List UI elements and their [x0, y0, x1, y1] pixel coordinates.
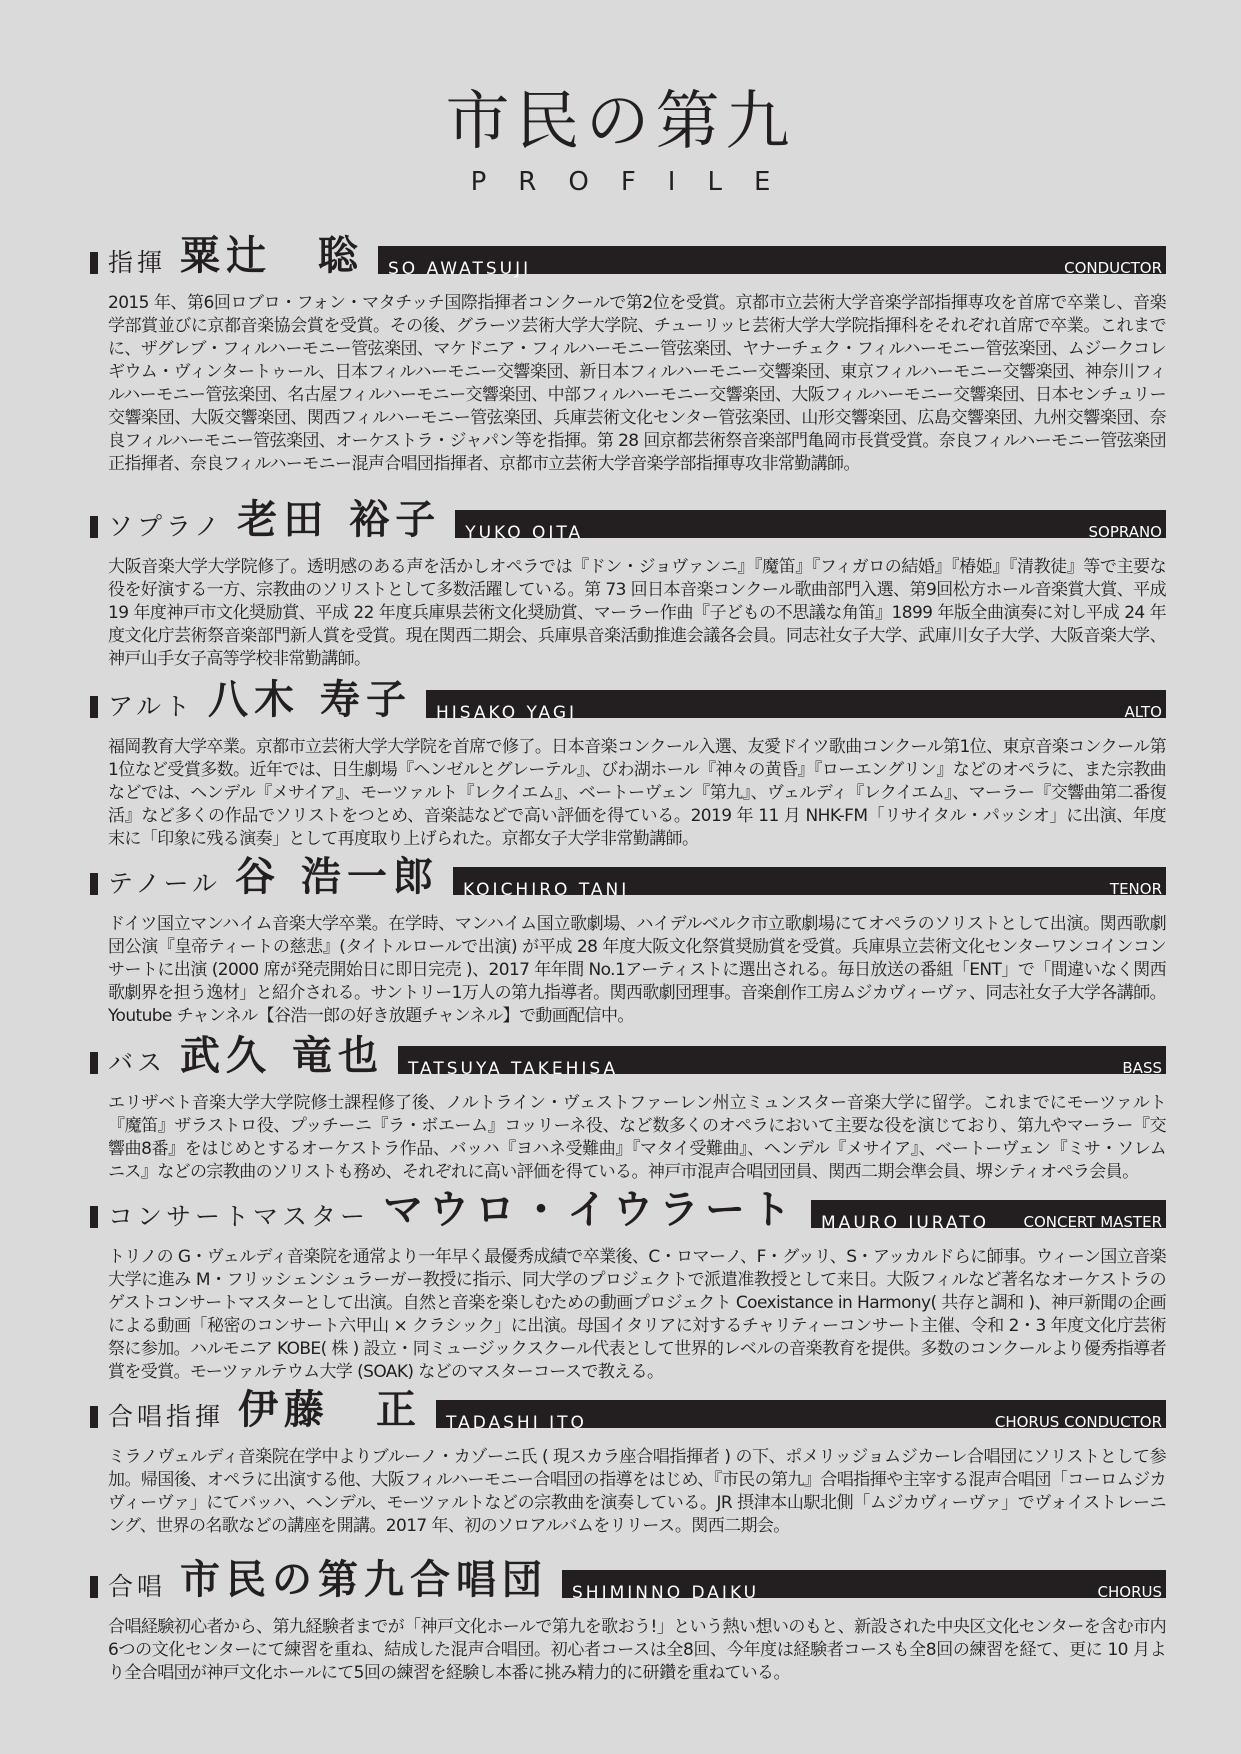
- role-label: 合唱: [108, 1572, 167, 1601]
- romanized-name: SO AWATSUJI: [388, 259, 532, 279]
- name-bar: [453, 867, 1166, 900]
- performer-name: 伊藤 正: [238, 1386, 423, 1433]
- part-label: CONCERT MASTER: [1023, 1213, 1162, 1231]
- role-label: バス: [108, 1048, 167, 1077]
- part-label: TENOR: [1109, 880, 1162, 898]
- section-marker: [90, 873, 98, 895]
- profile-alto: [90, 676, 1166, 851]
- part-label: BASS: [1122, 1059, 1162, 1077]
- performer-name: 谷 浩一郎: [235, 853, 439, 900]
- biography: ミラノヴェルディ音楽院在学中よりブルーノ・カゾーニ氏 ( 現スカラ座合唱指揮者 ) の下、ポメリッジョムジカーレ合唱団にソリストとして参加。帰国後、オペラに出演する他、大阪フィルハーモニー合唱団の指導をはじめ、『市民の第九』合唱指揮や主宰する混声合唱団「コーロムジカヴィーヴァ」にてバッハ、ヘンデル、モーツァルトなどの宗教曲を演奏している。JR 摂津本山駅北側「ムジカヴィーヴァ」でヴォイストレーニング、世界の名歌などの講座を開講。2017 年、初のソロアルバムをリリース。関西二期会。: [108, 1447, 1166, 1536]
- name-bar: [436, 1400, 1166, 1433]
- part-label: CHORUS CONDUCTOR: [994, 1413, 1162, 1431]
- profile-concert-master: [90, 1186, 1166, 1384]
- name-bar: [455, 510, 1166, 543]
- romanized-name: MAURO IURATO: [821, 1213, 990, 1233]
- romanized-name: SHIMINNO DAIKU: [572, 1583, 760, 1603]
- biography: 2015 年、第6回ロブロ・フォン・マタチッチ国際指揮者コンクールで第2位を受賞。京都市立芸術大学音楽学部指揮専攻を首席で卒業し、音楽学部賞並びに京都音楽協会賞を受賞。その後、グラーツ芸術大学大学院、チューリッヒ芸術大学大学院指揮科をそれぞれ首席で卒業。これまでに、ザグレブ・フィルハーモニー管弦楽団、マケドニア・フィルハーモニー管弦楽団、ヤナーチェク・フィルハーモニー管弦楽団、ムジークコレギウム・ヴィンタートゥール、日本フィルハーモニー交響楽団、新日本フィルハーモニー交響楽団、東京フィルハーモニー交響楽団、神奈川フィルハーモニー管弦楽団、名古屋フィルハーモニー交響楽団、中部フィルハーモニー交響楽団、大阪フィルハーモニー交響楽団、日本センチュリー交響楽団、大阪交響楽団、関西フィルハーモニー管弦楽団、兵庫芸術文化センター管弦楽団、山形交響楽団、広島交響楽団、九州交響楽団、奈良フィルハーモニー管弦楽団、オーケストラ・ジャパン等を指揮。第 28 回京都芸術祭音楽部門亀岡市長賞受賞。奈良フィルハーモニー管弦楽団正指揮者、奈良フィルハーモニー混声合唱団指揮者、京都市立芸術大学音楽学部指揮専攻非常勤講師。: [108, 293, 1166, 474]
- part-label: ALTO: [1124, 703, 1162, 721]
- profile-header: [90, 1386, 1166, 1433]
- profile-chorus: [90, 1556, 1166, 1685]
- name-bar: [378, 246, 1166, 279]
- section-marker: [90, 252, 98, 274]
- performer-name: 粟辻 聡: [180, 232, 365, 279]
- romanized-name: YUKO OITA: [465, 523, 584, 543]
- profile-bass: [90, 1032, 1166, 1184]
- role-label: テノール: [108, 869, 222, 898]
- profile-header: [90, 496, 1166, 543]
- profile-header: [90, 1556, 1166, 1603]
- section-marker: [90, 516, 98, 538]
- title-block: [0, 82, 1241, 198]
- profile-header: [90, 676, 1166, 723]
- biography: エリザベト音楽大学大学院修士課程修了後、ノルトライン・ヴェストファーレン州立ミュンスター音楽大学に留学。これまでにモーツァルト『魔笛』ザラストロ役、プッチーニ『ラ・ボエーム』コッリーネ役、など数多くのオペラにおいて主要な役を演じており、第九やマーラー『交響曲8番』をはじめとするオーケストラ作品、バッハ『ヨハネ受難曲』『マタイ受難曲』、ヘンデル『メサイア』、ベートーヴェン『ミサ・ソレムニス』などの宗教曲のソリストも務め、それぞれに高い評価を得ている。神戸市混声合唱団団員、関西二期会準会員、堺シティオペラ会員。: [108, 1093, 1166, 1182]
- part-label: CHORUS: [1097, 1583, 1162, 1601]
- romanized-name: TATSUYA TAKEHISA: [407, 1059, 619, 1079]
- profile-header: [90, 853, 1166, 900]
- name-bar: [562, 1570, 1166, 1603]
- performer-name: 老田 裕子: [237, 496, 442, 543]
- biography: 大阪音楽大学大学院修了。透明感のある声を活かしオペラでは『ドン・ジョヴァンニ』『魔笛』『フィガロの結婚』『椿姫』『清教徒』等で主要な役を好演する一方、宗教曲のソリストとして多数活躍している。第 73 回日本音楽コンクール歌曲部門入選、第9回松方ホール音楽賞大賞、平成 19 年度神戸市文化奨励賞、平成 22 年度兵庫県芸術文化奨励賞、マーラー作曲『子どもの不思議な角笛』1899 年版全曲演奏に対し平成 24 年度文化庁芸術祭音楽部門新人賞を受賞。現在関西二期会、兵庫県音楽活動推進会議各会員。同志社女子大学、武庫川女子大学、大阪音楽大学、神戸山手女子高等学校非常勤講師。: [108, 557, 1166, 669]
- profile-header: [90, 1186, 1166, 1233]
- profile-header: [90, 232, 1166, 279]
- role-label: アルト: [108, 692, 195, 721]
- role-label: 合唱指揮: [108, 1402, 225, 1431]
- page-subtitle: PROFILE: [470, 167, 803, 197]
- name-bar: [398, 1046, 1166, 1079]
- role-label: ソプラノ: [108, 512, 224, 541]
- biography: トリノの G・ヴェルディ音楽院を通常より一年早く最優秀成績で卒業後、C・ロマーノ、F・グッリ、S・アッカルドらに師事。ウィーン国立音楽大学に進み M・フリッシェンシュラーガー教授に指示、同大学のプロジェクトで派遣准教授として来日。大阪フィルなど著名なオーケストラのゲストコンサートマスターとして出演。自然と音楽を楽しむための動画プロジェクト Coexistance in Harmony( 共存と調和 )、神戸新聞の企画による動画「秘密のコンサート六甲山 × クラシック」に出演。母国イタリアに対するチャリティーコンサート主催、令和 2・3 年度文化庁芸術祭に参加。ハルモニア KOBE( 株 ) 設立・同ミュージックスクール代表として世界的レベルの音楽教育を提供。多数のコンクールより優秀指導者賞を受賞。モーツァルテウム大学 (SOAK) などのマスターコースで教える。: [108, 1247, 1166, 1382]
- performer-name: 八木 寿子: [208, 676, 412, 723]
- name-bar: [811, 1200, 1166, 1233]
- profile-header: [90, 1032, 1166, 1079]
- section-marker: [90, 1052, 98, 1074]
- section-marker: [90, 1406, 98, 1428]
- part-label: CONDUCTOR: [1064, 259, 1162, 277]
- page-title: 市民の第九: [445, 85, 796, 159]
- performer-name: 武久 竜也: [180, 1032, 384, 1079]
- romanized-name: KOICHIRO TANI: [462, 880, 630, 900]
- part-label: SOPRANO: [1088, 523, 1162, 541]
- performer-name: マウロ・イウラート: [383, 1186, 798, 1233]
- profile-chorus-conductor: [90, 1386, 1166, 1538]
- biography: ドイツ国立マンハイム音楽大学卒業。在学時、マンハイム国立歌劇場、ハイデルベルク市立歌劇場にてオペラのソリストとして出演。関西歌劇団公演『皇帝ティートの慈悲』(タイトルロールで出演) が平成 28 年度大阪文化祭賞奨励賞を受賞。兵庫県立芸術文化センターワンコインコンサートに出演 (2000 席が発売開始日に即日完売 )、2017 年年間 No.1アーティストに選出される。毎日放送の番組「ENT」で「間違いなく関西歌劇界を担う逸材」と紹介される。サントリー1万人の第九指導者。関西歌劇団理事。音楽創作工房ムジカヴィーヴァ、同志社女子大学各講師。Youtube チャンネル【谷浩一郎の好き放題チャンネル】で動画配信中。: [108, 914, 1166, 1026]
- performer-name: 市民の第九合唱団: [180, 1556, 549, 1603]
- romanized-name: HISAKO YAGI: [435, 703, 578, 723]
- profile-conductor: [90, 232, 1166, 476]
- section-marker: [90, 696, 98, 718]
- role-label: コンサートマスター: [108, 1202, 370, 1231]
- profile-tenor: [90, 853, 1166, 1028]
- profile-soprano: [90, 496, 1166, 671]
- biography: 合唱経験初心者から、第九経験者までが「神戸文化ホールで第九を歌おう!」という熱い想いのもと、新設された中央区文化センターを含む市内6つの文化センターにて練習を重ね、結成した混声合唱団。初心者コースは全8回、今年度は経験者コースも全8回の練習を経て、更に 10 月より全合唱団が神戸文化ホールにて5回の練習を経験し本番に挑み精力的に研鑽を重ねている。: [108, 1617, 1166, 1683]
- romanized-name: TADASHI ITO: [446, 1413, 587, 1433]
- name-bar: [426, 690, 1166, 723]
- section-marker: [90, 1206, 98, 1228]
- role-label: 指揮: [108, 248, 167, 277]
- section-marker: [90, 1576, 98, 1598]
- biography: 福岡教育大学卒業。京都市立芸術大学大学院を首席で修了。日本音楽コンクール入選、友愛ドイツ歌曲コンクール第1位、東京音楽コンクール第1位など受賞多数。近年では、日生劇場『ヘンゼルとグレーテル』、びわ湖ホール『神々の黄昏』『ローエングリン』などのオペラに、また宗教曲などでは、ヘンデル『メサイア』、モーツァルト『レクイエム』、ベートーヴェン『第九』、ヴェルディ『レクイエム』、マーラー『交響曲第二番復活』など多くの作品でソリストをつとめ、音楽誌などで高い評価を得ている。2019 年 11 月 NHK-FM「リサイタル・パッシオ」に出演、年度末に「印象に残る演奏」として再度取り上げられた。京都女子大学非常勤講師。: [108, 737, 1166, 849]
